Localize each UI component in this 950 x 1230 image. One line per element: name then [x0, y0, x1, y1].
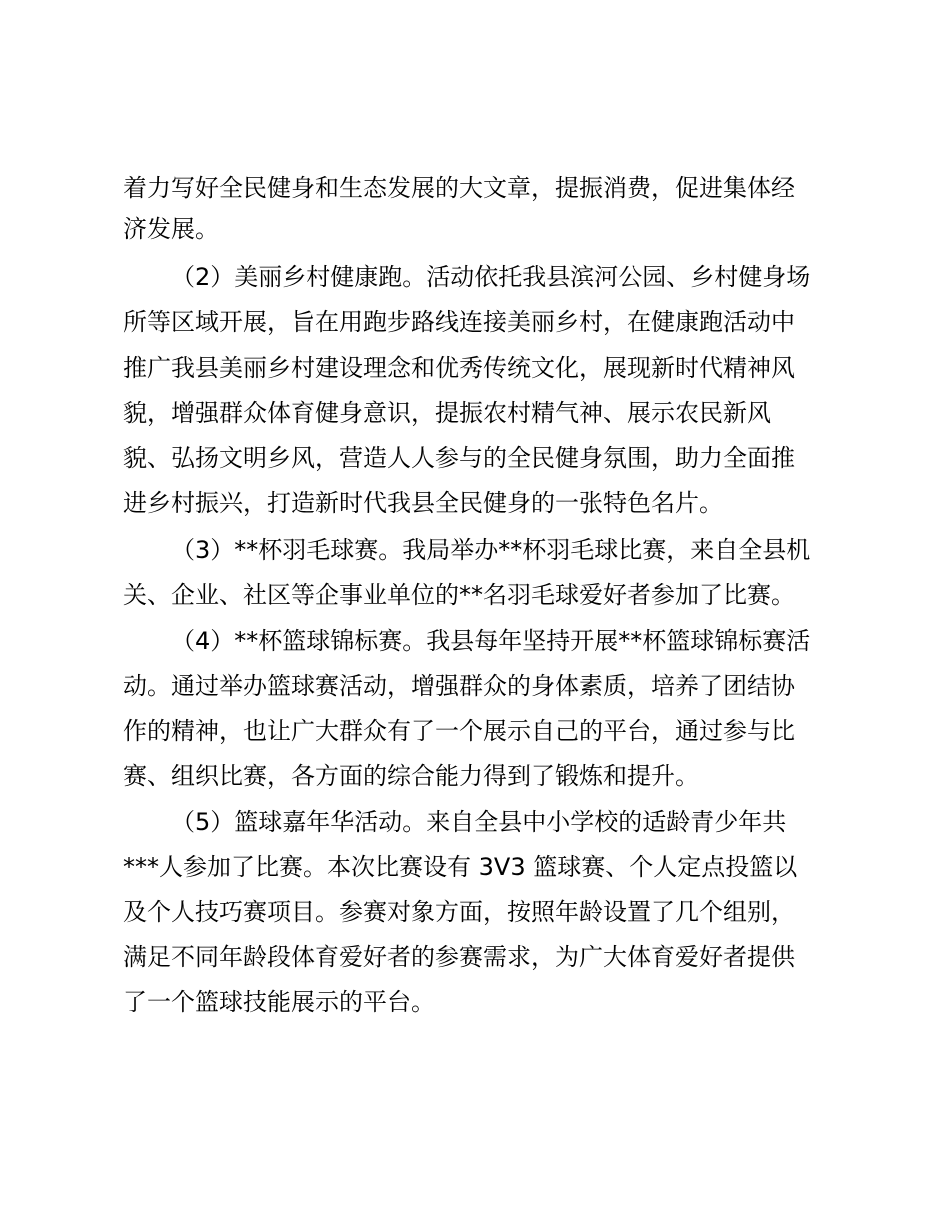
- paragraph-1-line-2: 济发展。: [123, 215, 219, 243]
- paragraph-5-line-4: 满足不同年龄段体育爱好者的参赛需求，为广大体育爱好者提供: [123, 943, 795, 971]
- paragraph-4-line-1: （4）**杯篮球锦标赛。我县每年坚持开展**杯篮球锦标赛活: [171, 627, 811, 655]
- paragraph-4-line-4: 赛、组织比赛，各方面的综合能力得到了锻炼和提升。: [123, 762, 699, 790]
- paragraph-2-line-4: 貌，增强群众体育健身意识，提振农村精气神、展示农民新风: [123, 399, 771, 427]
- paragraph-3-line-2: 关、企业、社区等企事业单位的**名羽毛球爱好者参加了比赛。: [123, 581, 795, 609]
- paragraph-1-line-1: 着力写好全民健身和生态发展的大文章，提振消费，促进集体经: [123, 174, 795, 202]
- paragraph-4-line-2: 动。通过举办篮球赛活动，增强群众的身体素质，培养了团结协: [123, 672, 795, 700]
- paragraph-2-line-1: （2）美丽乡村健康跑。活动依托我县滨河公园、乡村健身场: [171, 263, 811, 291]
- paragraph-5-line-5: 了一个篮球技能展示的平台。: [123, 988, 435, 1016]
- paragraph-5-line-1: （5）篮球嘉年华活动。来自全县中小学校的适龄青少年共: [171, 808, 787, 836]
- paragraph-5-line-2: ***人参加了比赛。本次比赛设有 3V3 篮球赛、个人定点投篮以: [123, 853, 798, 881]
- paragraph-4-line-3: 作的精神，也让广大群众有了一个展示自己的平台，通过参与比: [123, 717, 795, 745]
- paragraph-2-line-5: 貌、弘扬文明乡风，营造人人参与的全民健身氛围，助力全面推: [123, 444, 795, 472]
- paragraph-2-line-3: 推广我县美丽乡村建设理念和优秀传统文化，展现新时代精神风: [123, 354, 795, 382]
- paragraph-2-line-2: 所等区域开展，旨在用跑步路线连接美丽乡村，在健康跑活动中: [123, 308, 795, 336]
- paragraph-2-line-6: 进乡村振兴，打造新时代我县全民健身的一张特色名片。: [123, 489, 723, 517]
- paragraph-3-line-1: （3）**杯羽毛球赛。我局举办**杯羽毛球比赛，来自全县机: [171, 536, 811, 564]
- paragraph-5-line-3: 及个人技巧赛项目。参赛对象方面，按照年龄设置了几个组别，: [123, 898, 795, 926]
